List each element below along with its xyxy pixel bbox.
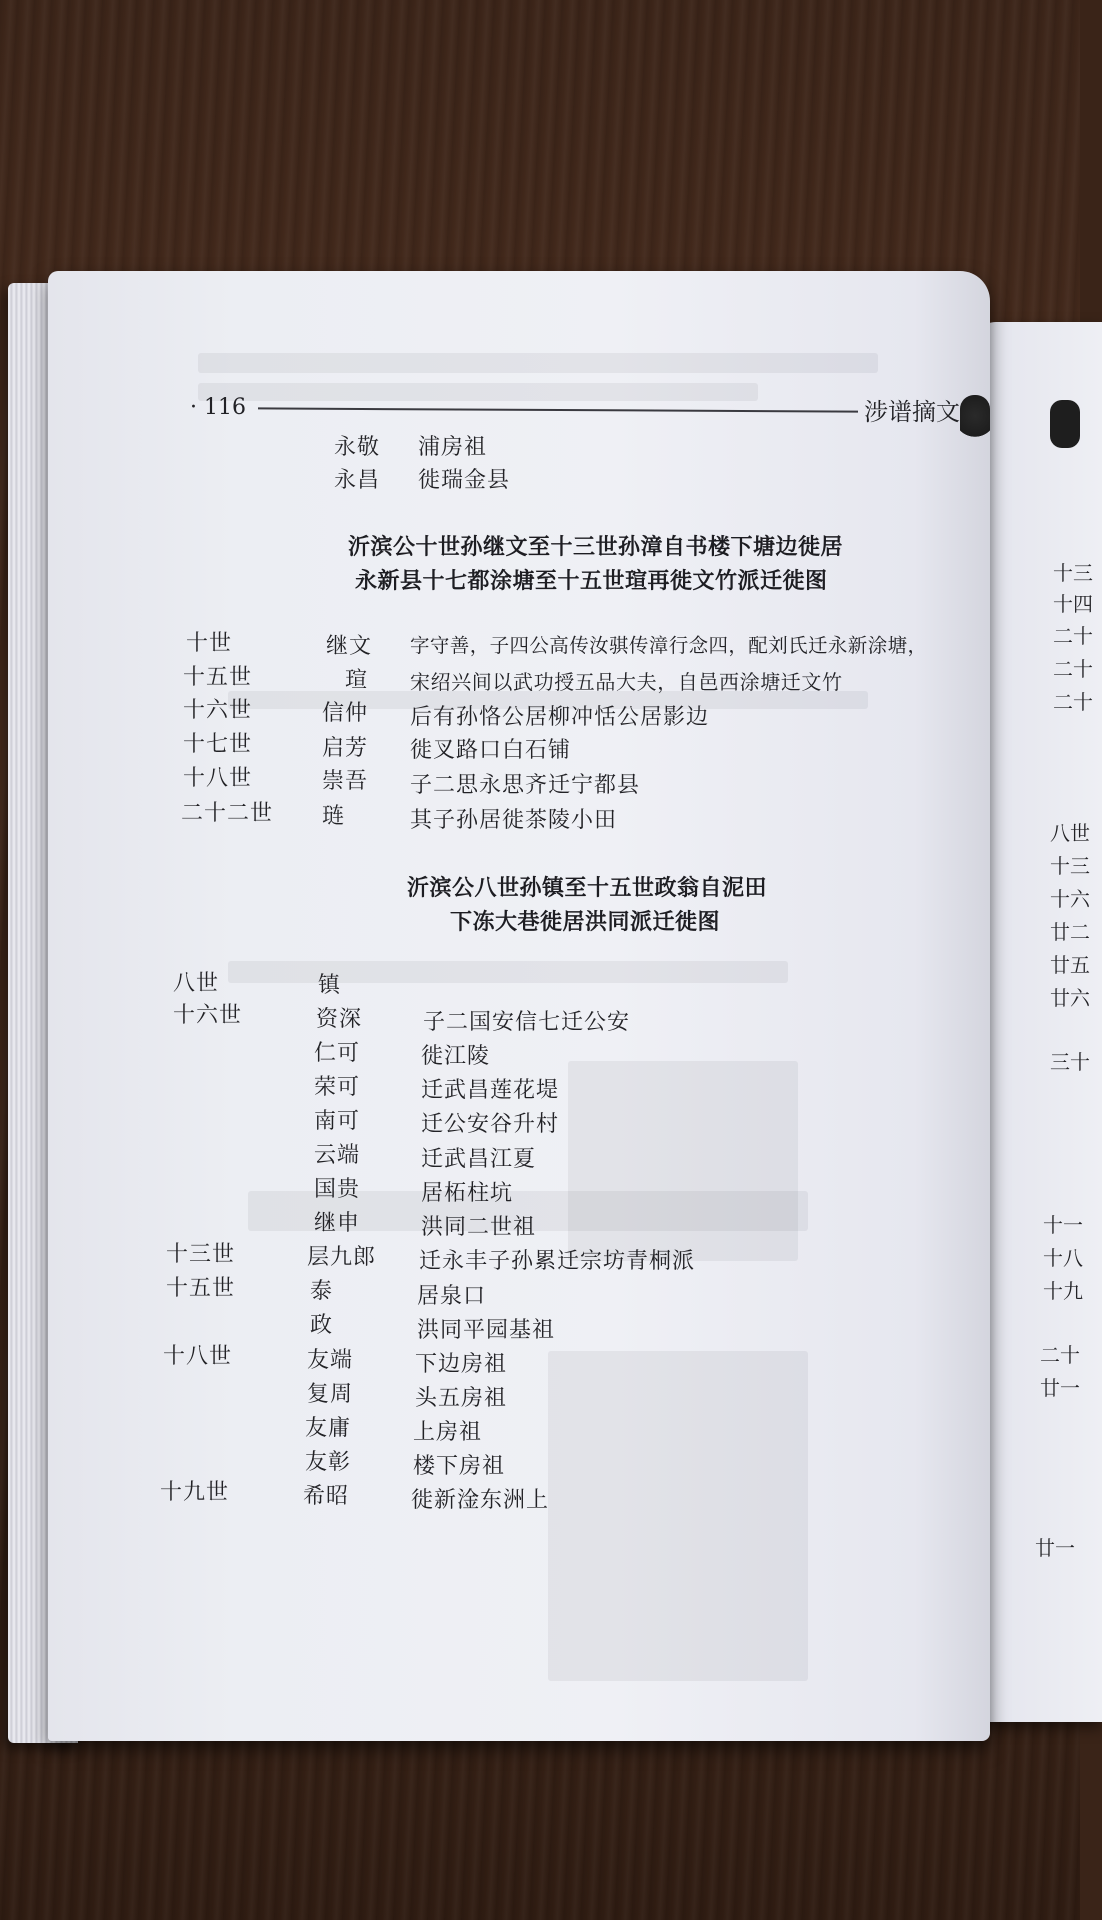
migration-note: 徙新淦东洲上	[411, 1488, 550, 1513]
migration-note: 子二国安信七迁公安	[423, 1010, 631, 1035]
bleed-through	[228, 961, 788, 983]
margin-text: 十六	[1050, 887, 1090, 911]
margin-text: 十八	[1043, 1246, 1083, 1270]
facing-page	[972, 322, 1102, 1722]
generation-label: 十六世	[183, 698, 253, 723]
person-name: 启芳	[322, 736, 369, 761]
margin-text: 廿一	[1035, 1536, 1075, 1560]
margin-text: 十九	[1043, 1279, 1083, 1303]
person-name: 仁可	[314, 1041, 361, 1066]
bleed-through	[548, 1351, 808, 1681]
generation-label: 十五世	[166, 1276, 236, 1301]
person-name: 崇吾	[322, 769, 369, 794]
section-2-title-line2: 下冻大巷徙居洪同派迁徙图	[450, 910, 721, 935]
running-title: 涉谱摘文	[864, 398, 960, 426]
generation-label: 二十二世	[181, 801, 274, 826]
margin-text: 十三	[1050, 854, 1090, 878]
person-name: 友端	[307, 1348, 354, 1373]
migration-note: 头五房祖	[415, 1386, 508, 1411]
section-1-title-line1: 沂滨公十世孙继文至十三世孙漳自书楼下塘边徙居	[348, 535, 844, 560]
person-name: 政	[310, 1313, 334, 1338]
person-name: 泰	[310, 1279, 334, 1304]
bleed-through	[198, 353, 878, 373]
migration-note: 后有孙恪公居柳冲恬公居影边	[410, 705, 710, 730]
person-name: 层九郎	[307, 1245, 377, 1270]
migration-note: 洪同二世祖	[421, 1215, 537, 1240]
generation-label: 十八世	[183, 766, 253, 791]
person-name: 云端	[314, 1143, 361, 1168]
person-name: 复周	[307, 1382, 354, 1407]
migration-note: 迁武昌莲花堤	[421, 1078, 560, 1103]
migration-note: 居柘柱坑	[421, 1181, 514, 1206]
margin-text: 二十	[1053, 657, 1093, 681]
migration-note: 迁公安谷升村	[421, 1112, 560, 1137]
bleed-through	[198, 383, 758, 401]
margin-text: 二十	[1040, 1343, 1080, 1367]
migration-note: 居泉口	[417, 1284, 487, 1309]
person-name: 荣可	[314, 1075, 361, 1100]
entry-name: 永敬	[334, 435, 381, 460]
section-2-title-line1: 沂滨公八世孙镇至十五世政翁自泥田	[407, 876, 768, 901]
person-name: 信仲	[322, 701, 369, 726]
generation-label: 十世	[186, 631, 233, 656]
margin-text: 廿二	[1050, 920, 1090, 944]
migration-note: 宋绍兴间以武功授五品大夫，自邑西涂塘迁文竹	[410, 670, 843, 694]
section-1-title-line2: 永新县十七都涂塘至十五世瑄再徙文竹派迁徙图	[355, 569, 828, 594]
margin-text: 二十	[1053, 624, 1093, 648]
margin-text: 廿五	[1050, 953, 1090, 977]
generation-label: 十六世	[173, 1003, 243, 1028]
entry-name: 永昌	[334, 468, 381, 493]
generation-label: 十八世	[163, 1344, 233, 1369]
person-name: 镇	[318, 973, 342, 998]
person-name: 国贵	[314, 1177, 361, 1202]
migration-note: 子二思永思齐迁宁都县	[410, 773, 641, 798]
migration-note: 徙叉路口白石铺	[410, 738, 572, 763]
margin-text: 八世	[1050, 821, 1090, 845]
migration-note: 下边房祖	[415, 1352, 508, 1377]
page-number: · 116	[190, 395, 246, 420]
migration-note: 字守善，子四公高传汝骐传漳行念四，配刘氏迁永新涂塘，	[410, 634, 928, 657]
emblem-icon	[960, 395, 990, 447]
migration-note: 迁永丰子孙累迁宗坊青桐派	[419, 1249, 696, 1274]
margin-text: 十三	[1053, 561, 1093, 585]
entry-note: 徙瑞金县	[418, 468, 511, 493]
person-name: 继申	[314, 1211, 361, 1236]
migration-note: 上房祖	[413, 1420, 483, 1445]
generation-label: 十五世	[183, 665, 253, 690]
margin-text: 三十	[1050, 1050, 1090, 1074]
person-name: 友庸	[305, 1416, 352, 1441]
person-name: 南可	[314, 1109, 361, 1134]
person-name: 瑄	[345, 668, 369, 693]
margin-text: 十四	[1053, 592, 1093, 616]
migration-note: 楼下房祖	[413, 1454, 506, 1479]
person-name: 希昭	[303, 1484, 350, 1509]
person-name: 资深	[316, 1007, 363, 1032]
margin-text: 十一	[1043, 1213, 1083, 1237]
entry-note: 浦房祖	[418, 435, 488, 460]
generation-label: 八世	[173, 971, 220, 996]
emblem-icon-right	[1050, 400, 1080, 448]
margin-text: 廿六	[1050, 986, 1090, 1010]
person-name: 继文	[326, 634, 373, 659]
margin-text: 廿一	[1040, 1376, 1080, 1400]
person-name: 琏	[322, 804, 346, 829]
migration-note: 迁武昌江夏	[421, 1147, 537, 1172]
migration-note: 其子孙居徙茶陵小田	[410, 808, 618, 833]
margin-text: 二十	[1053, 690, 1093, 714]
migration-note: 徙江陵	[421, 1044, 491, 1069]
bleed-through	[568, 1061, 798, 1261]
migration-note: 洪同平园基祖	[417, 1318, 556, 1343]
person-name: 友彰	[305, 1450, 352, 1475]
generation-label: 十三世	[166, 1242, 236, 1267]
generation-label: 十九世	[160, 1480, 230, 1505]
generation-label: 十七世	[183, 732, 253, 757]
